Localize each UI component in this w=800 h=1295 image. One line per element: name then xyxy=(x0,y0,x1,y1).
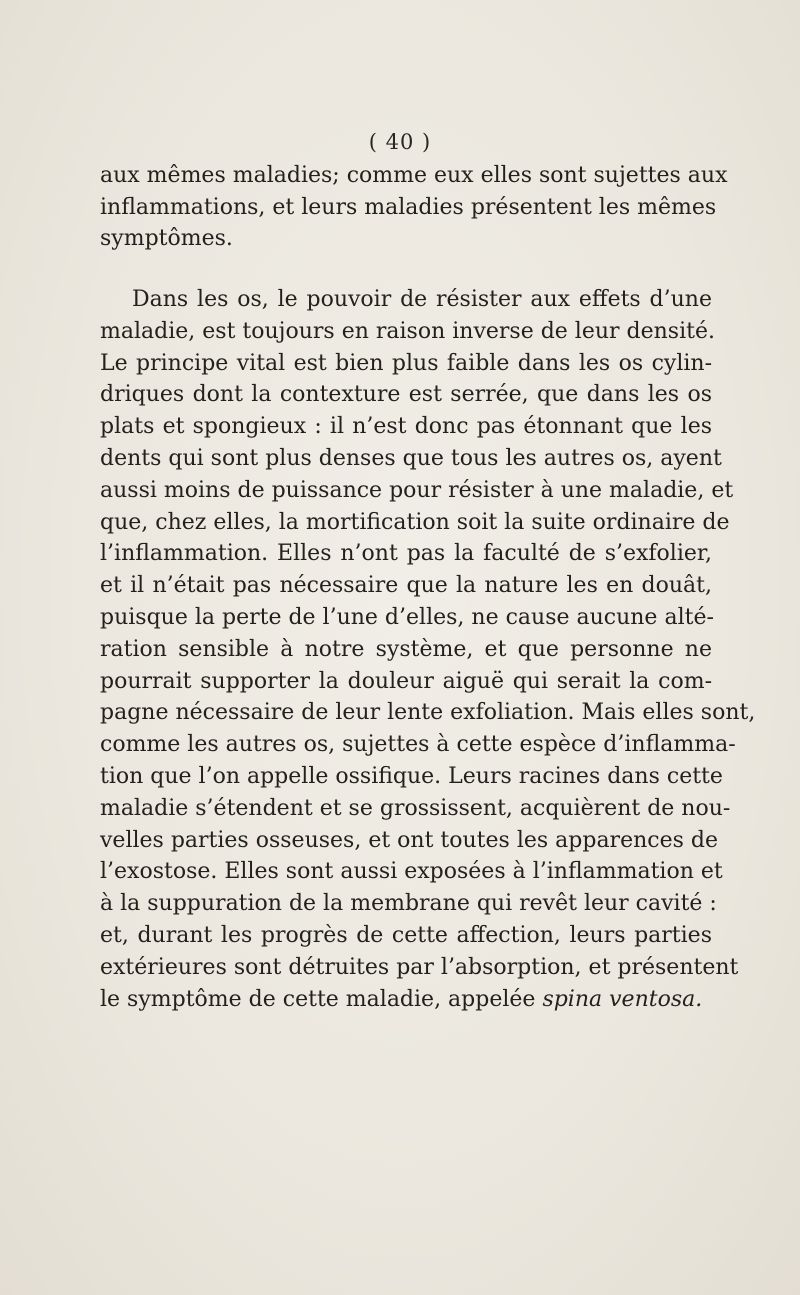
text-line: extérieures sont détruites par l’absorption, et présentent xyxy=(100,954,739,980)
text-line: dents qui sont plus denses que tous les autres os, ayent xyxy=(100,445,722,471)
text-line: aussi moins de puissance pour résister à une maladie, et xyxy=(100,477,734,503)
text-line: pourrait supporter la douleur aiguë qui serait la com- xyxy=(100,668,712,694)
text-line: et il n’était pas nécessaire que la nature les en douât, xyxy=(100,573,712,599)
text-line: à la suppuration de la membrane qui revêt leur cavité : xyxy=(100,891,717,917)
text-line: tion que l’on appelle ossifique. Leurs racines dans cette xyxy=(100,763,723,789)
text-line: l’inflammation. Elles n’ont pas la faculté de s’exfolier, xyxy=(100,541,712,567)
text-line: symptômes. xyxy=(100,226,233,251)
text-line: velles parties osseuses, et ont toutes les apparences de xyxy=(100,827,718,853)
text-line: pagne nécessaire de leur lente exfoliation. Mais elles sont, xyxy=(100,700,756,726)
text-line: driques dont la contexture est serrée, que dans les os xyxy=(100,382,712,408)
italic-term: spina ventosa. xyxy=(542,986,703,1012)
text-line: aux mêmes maladies; comme eux elles sont sujettes aux xyxy=(100,163,728,188)
paragraph-2 xyxy=(100,284,756,1015)
text-line: maladie s’étendent et se grossissent, acquièrent de nou- xyxy=(100,795,731,821)
text-line: comme les autres os, sujettes à cette espèce d’inflamma- xyxy=(100,732,736,758)
text-line: puisque la perte de l’une d’elles, ne cause aucune alté- xyxy=(100,604,714,630)
text-line: ration sensible à notre système, et que personne ne xyxy=(100,636,712,662)
page-number: ( 40 ) xyxy=(368,130,432,154)
text-line: que, chez elles, la mortification soit la suite ordinaire de xyxy=(100,509,730,535)
text-line: maladie, est toujours en raison inverse de leur densité. xyxy=(100,318,715,344)
text-line: plats et spongieux : il n’est donc pas étonnant que les xyxy=(100,414,712,440)
text-line-last xyxy=(100,984,712,1016)
text-line: inflammations, et leurs maladies présentent les mêmes xyxy=(100,194,717,220)
text-line: Le principe vital est bien plus faible dans les os cylin- xyxy=(100,350,712,376)
text-line: et, durant les progrès de cette affection, leurs parties xyxy=(100,922,712,948)
text-line: Dans les os, le pouvoir de résister aux effets d’une xyxy=(132,287,712,312)
text-line-prefix: le symptôme de cette maladie, appelée xyxy=(100,986,543,1012)
text-line: l’exostose. Elles sont aussi exposées à l’inflammation et xyxy=(100,859,723,885)
paragraph-1 xyxy=(100,160,728,255)
